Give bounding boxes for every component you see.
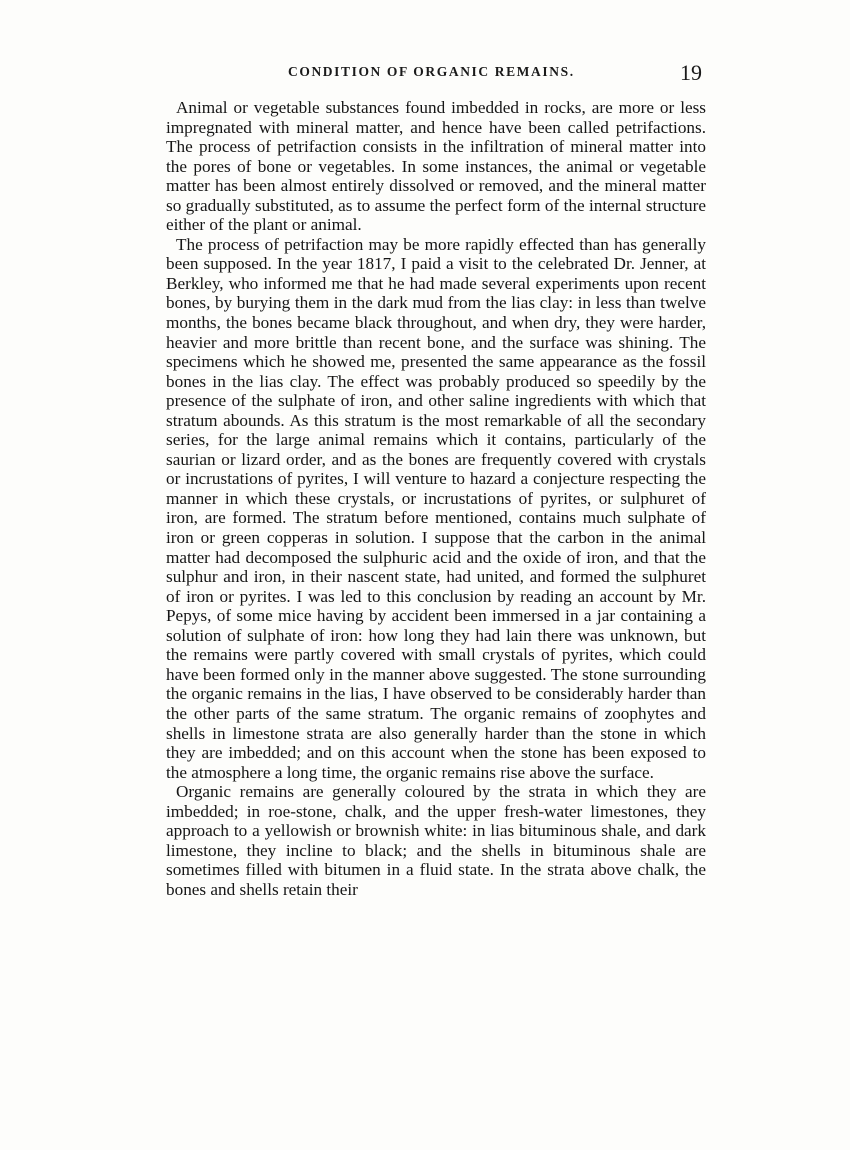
paragraph: Animal or vegetable substances found imbedded in rocks, are more or less impregnated with mineral matter, and hence have been called petrifactions. The process of petrifaction consists in the infiltration of mineral matter into the pores of bone or vegetables. In some instances, the animal or vegetable matter has been almost entirely dissolved or removed, and the mineral matter so gradually substituted, as to assume the perfect form of the internal structure either of the plant or animal. bbox=[166, 98, 706, 235]
paragraph: Organic remains are generally coloured by the strata in which they are imbedded; in roe-stone, chalk, and the upper fresh-water limestones, they approach to a yellowish or brownish white: in lias bituminous shale, and dark limestone, they incline to black; and the shells in bituminous shale are sometimes filled with bitumen in a fluid state. In the strata above chalk, the bones and shells retain their bbox=[166, 782, 706, 899]
paragraph: The process of petrifaction may be more rapidly effected than has generally been supposed. In the year 1817, I paid a visit to the celebrated Dr. Jenner, at Berkley, who informed me that he had made several experiments upon recent bones, by burying them in the dark mud from the lias clay: in less than twelve months, the bones became black throughout, and when dry, they were harder, heavier and more brittle than recent bone, and the surface was shining. The specimens which he showed me, presented the same appearance as the fossil bones in the lias clay. The effect was probably produced so speedily by the presence of the sulphate of iron, and other saline ingredients with which that stratum abounds. As this stratum is the most remarkable of all the secondary series, for the large animal remains which it contains, particularly of the saurian or lizard order, and as the bones are frequently covered with crystals or incrustations of pyrites, I will venture to hazard a conjecture respecting the manner in which these crystals, or incrustations of pyrites, or sulphuret of iron, are formed. The stratum before mentioned, contains much sulphate of iron or green copperas in solution. I suppose that the carbon in the animal matter had decomposed the sulphuric acid and the oxide of iron, and that the sulphur and iron, in their nascent state, had united, and formed the sulphuret of iron or pyrites. I was led to this conclusion by reading an account by Mr. Pepys, of some mice having by accident been immersed in a jar containing a solution of sulphate of iron: how long they had lain there was unknown, but the remains were partly covered with small crystals of pyrites, which could have been formed only in the manner above suggested. The stone surrounding the organic remains in the lias, I have observed to be considerably harder than the other parts of the same stratum. The organic remains of zoophytes and shells in limestone strata are also generally harder than the stone in which they are imbedded; and on this account when the stone has been exposed to the atmosphere a long time, the organic remains rise above the surface. bbox=[166, 234, 706, 782]
running-head: CONDITION OF ORGANIC REMAINS. bbox=[288, 64, 575, 79]
body-text bbox=[166, 98, 706, 899]
page-number: 19 bbox=[680, 60, 702, 85]
page-header bbox=[160, 62, 708, 86]
